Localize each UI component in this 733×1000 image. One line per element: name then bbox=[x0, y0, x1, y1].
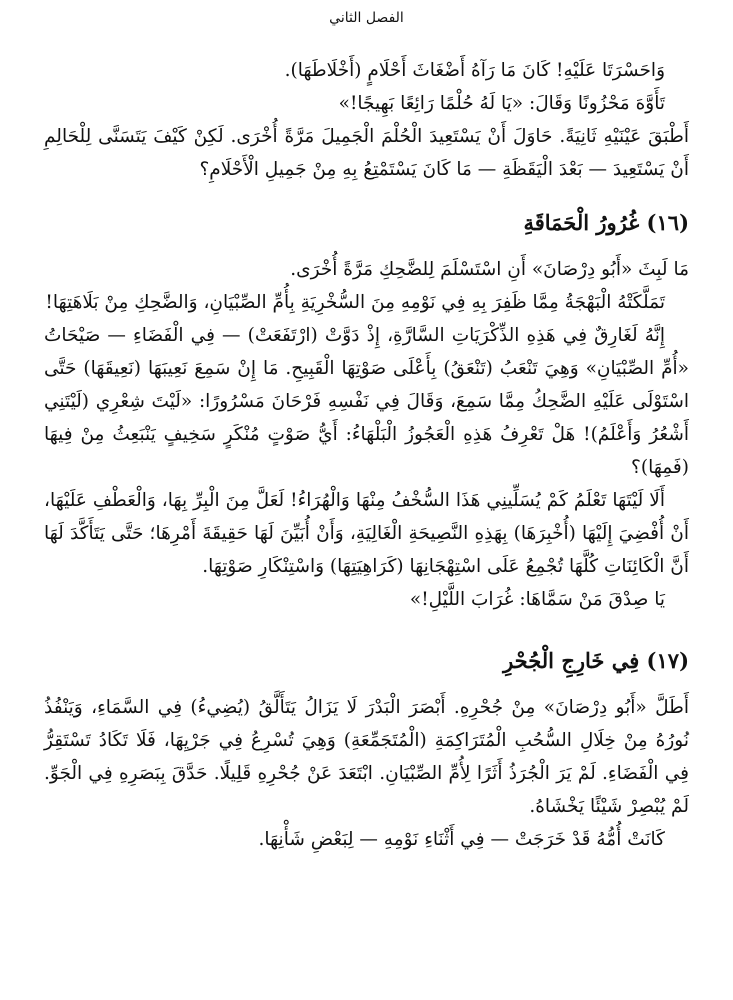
paragraph: يَا صِدْقَ مَنْ سَمَّاهَا: غُرَابَ اللَّيْلِ!» bbox=[409, 589, 665, 610]
paragraph: مَا لَبِثَ «أَبُو دِرْصَانَ» أَنِ اسْتَسْلَمَ لِلضَّحِكِ مَرَّةً أُخْرَى. bbox=[290, 259, 689, 280]
paragraph: أَطَلَّ «أَبُو دِرْصَانَ» مِنْ جُحْرِهِ. أَبْصَرَ الْبَدْرَ لَا يَزَالُ يَتَأَلَّقُ (يُضِيءُ) فِي السَّمَاءِ، وَيَنْفُذُ نُورُهُ مِنْ خِلَالِ السُّحُبِ الْمُتَرَاكِمَةِ (الْمُتَجَمِّعَةِ) وَهِيَ تُسْرِعُ فِي جَرْيِهَا، فَلَا تَكَادُ تَسْتَقِرُّ فِي الْفَضَاءِ. لَمْ يَرَ الْجُرَذُ أَثَرًا لِأُمِّ الصِّبْيَانِ. ابْتَعَدَ عَنْ جُحْرِهِ قَلِيلًا. حَدَّقَ بِبَصَرِهِ فِي الْجَوِّ. لَمْ يُبْصِرْ شَيْئًا يَخْشَاهُ. bbox=[44, 697, 689, 817]
section-heading-16: (١٦) غُرُورُ الْحَمَاقَةِ bbox=[523, 210, 689, 235]
page-body bbox=[44, 54, 689, 856]
running-header: الفصل الثاني bbox=[329, 10, 404, 26]
paragraph: أَلَا لَيْتَهَا تَعْلَمُ كَمْ يُسَلِّينِي هَذَا السُّخْفُ مِنْهَا وَالْهُرَاءُ! لَعَلَّ مِنَ الْبِرِّ بِهَا، وَالْعَطْفِ عَلَيْهَا، أَنْ أُفْضِيَ إِلَيْهَا (أُخْبِرَهَا) بِهَذِهِ النَّصِيحَةِ الْغَالِيَةِ، وَأَنْ أُبَيِّنَ لَهَا حَقِيقَةَ أَمْرِهَا؛ حَتَّى يَتَأَكَّدَ لَهَا أَنَّ الْكَائِنَاتِ كُلَّهَا تُجْمِعُ عَلَى اسْتِهْجَانِهَا (كَرَاهِيَتِهَا) وَاسْتِنْكَارِ صَوْتِهَا. bbox=[44, 490, 689, 577]
paragraph: تَمَلَّكَتْهُ الْبَهْجَةُ مِمَّا ظَفِرَ بِهِ فِي نَوْمِهِ مِنَ السُّخْرِيَةِ بِأُمِّ الصِّبْيَانِ، وَالضَّحِكِ مِنْ بَلَاهَتِهَا! bbox=[45, 292, 665, 313]
paragraph: إِنَّهُ لَغَارِقٌ فِي هَذِهِ الذِّكْرَيَاتِ السَّارَّةِ، إِذْ دَوَّتْ (ارْتَفَعَتْ) — فِي الْفَضَاءِ — صَيْحَاتُ «أُمِّ الصِّبْيَانِ» وَهِيَ تَنْعَبُ (تَنْعَقُ) بِأَعْلَى صَوْتِهَا الْقَبِيحِ. مَا إِنْ سَمِعَ نَعِيبَهَا (نَعِيقَهَا) حَتَّى اسْتَوْلَى عَلَيْهِ الضَّحِكُ مِمَّا سَمِعَ، وَقَالَ فِي نَفْسِهِ فَرْحَانَ مَسْرُورًا: «لَيْتَ شِعْرِي (لَيْتَنِي أَشْعُرُ وَأَعْلَمُ)! هَلْ تَعْرِفُ هَذِهِ الْعَجُوزُ الْبَلْهَاءُ: أَيُّ صَوْتٍ مُنْكَرٍ سَخِيفٍ يَنْبَعِثُ مِنْ فِيهَا (فَمِهَا)؟ bbox=[44, 325, 689, 478]
paragraph: وَاحَسْرَتَا عَلَيْهِ! كَانَ مَا رَآهُ أَضْغَاثَ أَحْلَامٍ (أَخْلَاطَهَا). bbox=[284, 60, 665, 81]
paragraph: كَانَتْ أُمُّهُ قَدْ خَرَجَتْ — فِي أَثْنَاءِ نَوْمِهِ — لِبَعْضِ شَأْنِهَا. bbox=[258, 829, 665, 850]
paragraph: تَأَوَّهَ مَحْزُونًا وَقَالَ: «يَا لَهُ حُلْمًا رَائِعًا بَهِيجًا!» bbox=[338, 93, 665, 114]
section-heading-17: (١٧) فِي خَارِجِ الْجُحْرِ bbox=[503, 648, 689, 673]
paragraph: أَطْبَقَ عَيْنَيْهِ ثَانِيَةً. حَاوَلَ أَنْ يَسْتَعِيدَ الْحُلْمَ الْجَمِيلَ مَرَّةً أُخْرَى. لَكِنْ كَيْفَ يَتَسَنَّى لِلْحَالِمِ أَنْ يَسْتَعِيدَ — بَعْدَ الْيَقَظَةِ — مَا كَانَ يَسْتَمْتِعُ بِهِ مِنْ جَمِيلِ الْأَحْلَامِ؟ bbox=[44, 126, 689, 180]
